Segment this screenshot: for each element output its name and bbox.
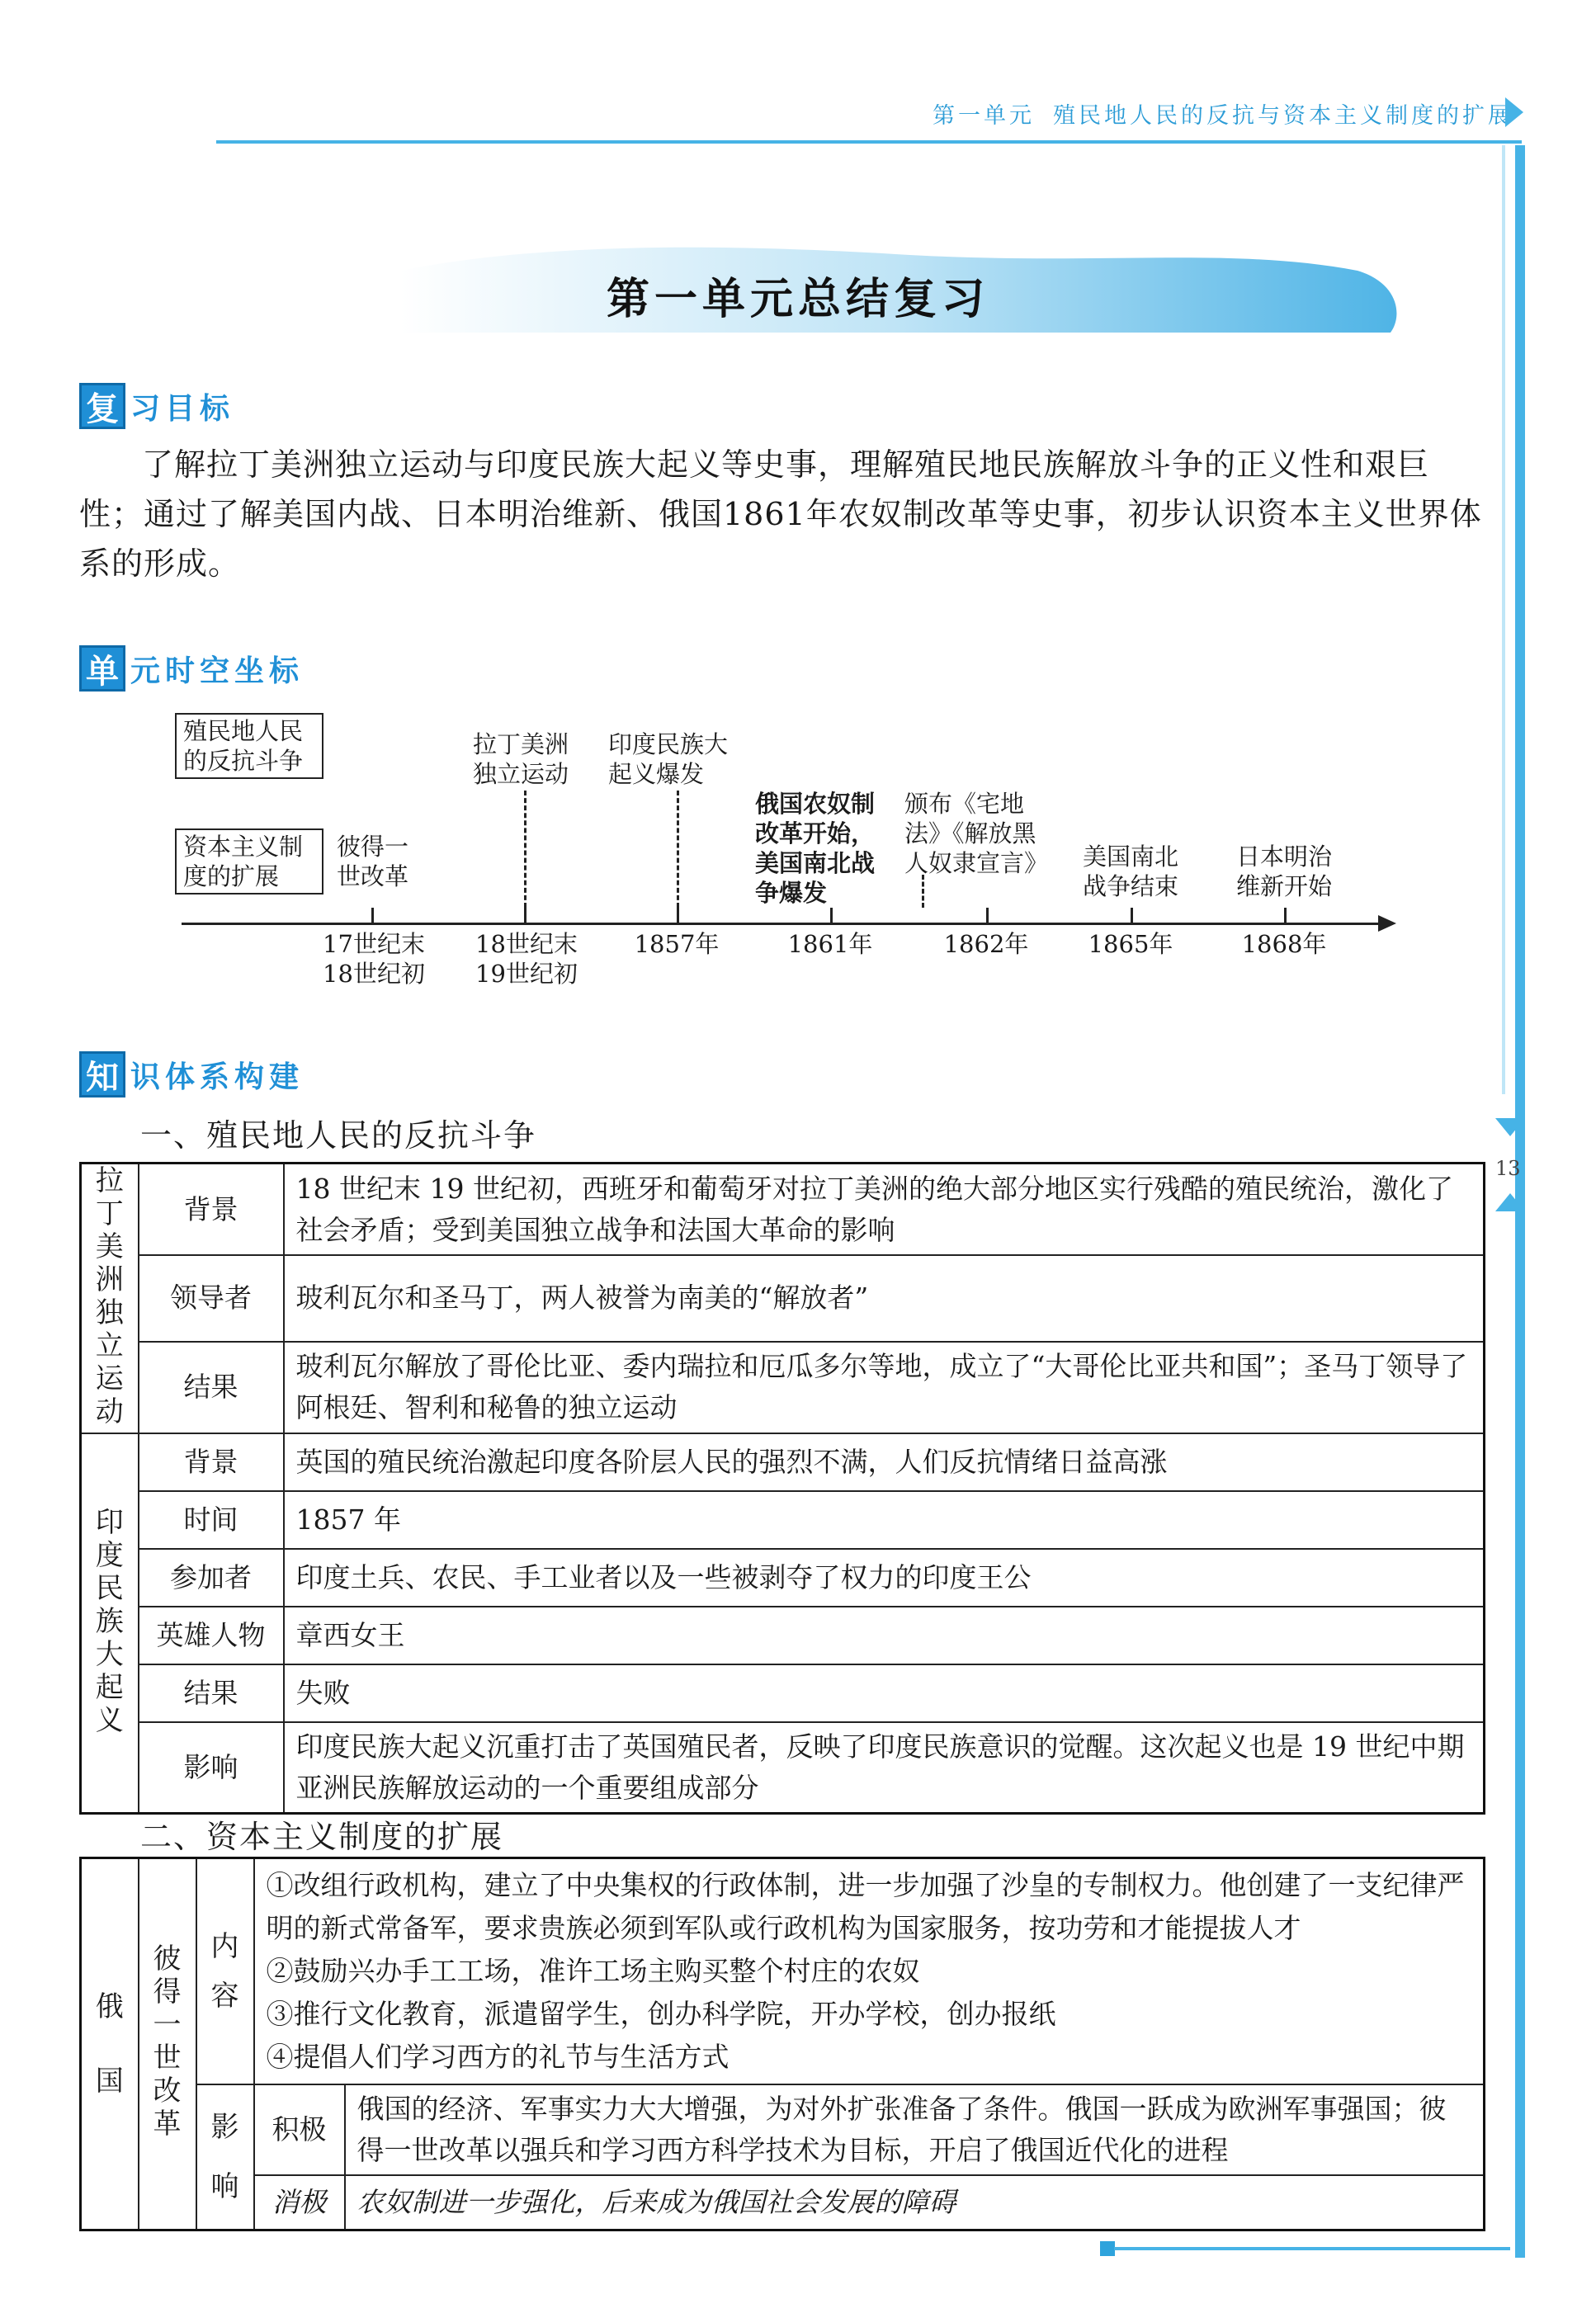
row-label: 背景	[139, 1433, 284, 1491]
table-row	[81, 1433, 1485, 1491]
country-cell	[81, 1858, 139, 2230]
row-label: 参加者	[139, 1549, 284, 1607]
row-label: 结果	[139, 1342, 284, 1433]
timeline-axis	[182, 923, 1382, 925]
row-label: 领导者	[139, 1255, 284, 1342]
section-head-knowledge	[79, 1050, 304, 1099]
negative-text: 农奴制进一步强化，后来成为俄国社会发展的障碍	[345, 2175, 1485, 2230]
timeline-event-latin: 拉丁美洲独立运动	[473, 730, 569, 788]
running-header	[933, 97, 1513, 130]
row-text: 英国的殖民统治激起印度各阶层人民的强烈不满，人们反抗情绪日益高涨	[284, 1433, 1485, 1491]
timeline-tick	[524, 908, 526, 924]
table-row	[81, 2175, 1485, 2230]
row-text: 玻利瓦尔解放了哥伦比亚、委内瑞拉和厄瓜多尔等地，成立了“大哥伦比亚共和国”；圣马丁领导了阿根廷、智利和秘鲁的独立运动	[284, 1342, 1485, 1433]
timeline-event-us-end: 美国南北战争结束	[1083, 843, 1179, 900]
timeline-label: 1861年	[787, 930, 873, 958]
timeline-connector	[922, 875, 924, 908]
group-label-india: 印度民族大起义	[95, 1505, 124, 1737]
section-head-text: 习目标	[130, 391, 235, 426]
header-unit: 第一单元	[933, 103, 1035, 129]
timeline-tick	[1284, 908, 1287, 924]
page-number: 13	[1495, 1157, 1521, 1180]
row-label: 背景	[139, 1164, 284, 1256]
timeline-tick	[986, 908, 989, 924]
table-row	[81, 1858, 1485, 2085]
timeline-label: 18世纪末 19世纪初	[475, 930, 578, 988]
table-row	[81, 1164, 1485, 1256]
header-arrow-icon	[1505, 97, 1523, 127]
group-label-latin: 拉丁美洲独立运动	[95, 1164, 124, 1428]
table-row	[81, 1342, 1485, 1433]
reform-label: 彼得一世改革	[153, 1942, 182, 2141]
bottom-rule	[1114, 2247, 1510, 2250]
impact-label: 影响	[210, 2110, 239, 2203]
row-label: 结果	[139, 1664, 284, 1722]
timeline-label: 1865年	[1088, 930, 1173, 958]
page-marker-down-icon	[1495, 1118, 1525, 1136]
content-item: ①改组行政机构，建立了中央集权的行政体制，进一步加强了沙皇的专制权力。他创建了一支纪律严明的新式常备军，要求贵族必须到军队或行政机构为国家服务，按功劳和才能提拔人才	[266, 1869, 1465, 1944]
table-row	[81, 1549, 1485, 1607]
section-head-char: 单	[79, 645, 125, 692]
timeline-event-decree: 颁布《宅地法》《解放黑人奴隶宣言》	[904, 790, 1049, 877]
timeline-event-peter: 彼得一世改革	[337, 833, 409, 890]
reform-cell	[139, 1858, 196, 2230]
timeline-category-capitalism: 资本主义制度的扩展	[175, 828, 323, 895]
subsection-title-capitalism: 二、资本主义制度的扩展	[140, 1819, 504, 1855]
capitalism-table	[79, 1857, 1485, 2231]
section-head-text: 识体系构建	[130, 1060, 305, 1094]
content-item: ④提倡人们学习西方的礼节与生活方式	[266, 2041, 730, 2073]
colonial-struggle-table	[79, 1162, 1485, 1815]
section-head-char: 知	[79, 1051, 125, 1097]
row-label: 英雄人物	[139, 1607, 284, 1664]
row-text: 印度土兵、农民、手工业者以及一些被剥夺了权力的印度王公	[284, 1549, 1485, 1607]
timeline-tick	[1131, 908, 1133, 924]
group-cell-latin	[81, 1164, 139, 1434]
timeline-category-colonial: 殖民地人民的反抗斗争	[175, 713, 323, 779]
timeline-label: 17世纪末 18世纪初	[323, 930, 425, 988]
timeline-tick	[371, 908, 374, 924]
timeline-event-russia-us: 俄国农奴制改革开始，美国南北战争爆发	[755, 790, 876, 907]
timeline-connector	[524, 791, 526, 908]
page-title: 第一单元总结复习	[606, 275, 989, 324]
row-text: 1857 年	[284, 1491, 1485, 1549]
row-text: 章西女王	[284, 1607, 1485, 1664]
timeline-event-japan: 日本明治维新开始	[1236, 843, 1333, 900]
table-row	[81, 2084, 1485, 2175]
row-text: 失败	[284, 1664, 1485, 1722]
row-text: 玻利瓦尔和圣马丁，两人被誉为南美的“解放者”	[284, 1255, 1485, 1342]
group-cell-india	[81, 1433, 139, 1814]
positive-text: 俄国的经济、军事实力大大增强，为对外扩张准备了条件。俄国一跃成为欧洲军事强国；彼得一世改革以强兵和学习西方科学技术为目标，开启了俄国近代化的进程	[345, 2084, 1485, 2175]
row-text: 印度民族大起义沉重打击了英国殖民者，反映了印度民族意识的觉醒。这次起义也是 19 世纪中期亚洲民族解放运动的一个重要组成部分	[284, 1722, 1485, 1814]
header-rule	[216, 140, 1522, 144]
section-head-char: 复	[79, 383, 125, 429]
negative-label: 消极	[254, 2175, 345, 2230]
row-text: 18 世纪末 19 世纪初，西班牙和葡萄牙对拉丁美洲的绝大部分地区实行残酷的殖民统治，激化了社会矛盾；受到美国独立战争和法国大革命的影响	[284, 1164, 1485, 1256]
content-label: 内容	[210, 1930, 239, 2013]
timeline-tick	[677, 908, 679, 924]
timeline-label: 1862年	[943, 930, 1029, 958]
timeline-arrow-icon	[1378, 915, 1396, 932]
subsection-title-colonial: 一、殖民地人民的反抗斗争	[140, 1117, 537, 1154]
table-row	[81, 1664, 1485, 1722]
timeline-event-india: 印度民族大起义爆发	[608, 730, 729, 788]
content-item: ②鼓励兴办手工工场，准许工场主购买整个村庄的农奴	[266, 1955, 920, 1987]
timeline-label: 1868年	[1241, 930, 1327, 958]
table-row	[81, 1255, 1485, 1342]
timeline-connector	[677, 791, 679, 908]
bottom-square-icon	[1100, 2241, 1115, 2256]
positive-label: 积极	[254, 2084, 345, 2175]
section-head-timeline	[79, 644, 304, 693]
timeline-label: 1857年	[634, 930, 720, 958]
section-head-review-goals	[79, 381, 234, 431]
row-label: 影响	[139, 1722, 284, 1814]
content-label-cell	[196, 1858, 254, 2085]
content-cell	[254, 1858, 1485, 2085]
impact-label-cell	[196, 2084, 254, 2230]
row-label: 时间	[139, 1491, 284, 1549]
table-row	[81, 1722, 1485, 1814]
table-row	[81, 1607, 1485, 1664]
header-subtitle: 殖民地人民的反抗与资本主义制度的扩展	[1053, 103, 1513, 129]
content-item: ③推行文化教育，派遣留学生，创办科学院，开办学校，创办报纸	[266, 1998, 1056, 2030]
page-marker-up-icon	[1495, 1193, 1525, 1211]
review-goals-text: 了解拉丁美洲独立运动与印度民族大起义等史事，理解殖民地民族解放斗争的正义性和艰巨性；通过了解美国内战、日本明治维新、俄国1861年农奴制改革等史事，初步认识资本主义世界体系的形成。	[79, 446, 1482, 582]
table-row	[81, 1491, 1485, 1549]
timeline-tick	[830, 908, 833, 924]
country-label: 俄国	[95, 1990, 124, 2098]
section-head-text: 元时空坐标	[130, 654, 305, 688]
